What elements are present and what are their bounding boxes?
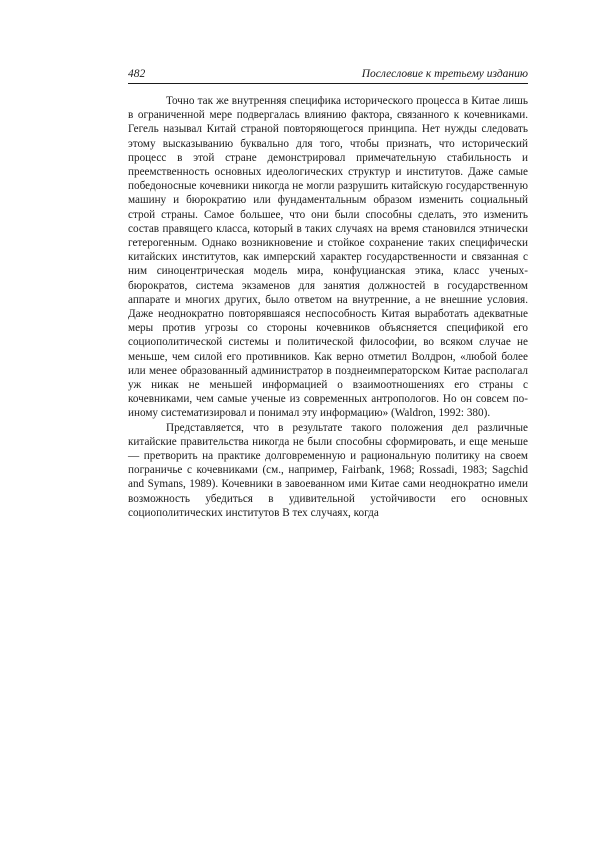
running-header	[128, 68, 528, 84]
running-title: Послесловие к третьему изданию	[361, 68, 528, 80]
page-number: 482	[128, 68, 146, 80]
book-page	[128, 68, 528, 520]
paragraph: Представляется, что в результате такого положения дел различные китайские правительства никогда не были способны сформировать, и еще меньше — претворить на практике долговременную и рациональную политику на своем пограничье с кочевниками (см., например, Fairbank, 1968; Rossadi, 1983; Sagchid and Symans, 1989). Кочевники в завоеванном ими Китае сами неоднократно имели возможность убедиться в удивительной устойчивости его основных социополитических институтов В тех случаях, когда	[128, 421, 528, 519]
body-text	[128, 94, 528, 520]
paragraph: Точно так же внутренняя специфика исторического процесса в Китае лишь в ограниченной мере подвергалась влиянию фактора, связанного к кочевниками. Гегель называл Китай страной повторяющегося принципа. Нет нужды следовать этому высказыванию буквально для того, чтобы признать, что исторический процесс в этой стране демонстрировал примечательную стабильность и преемственность основных идеологических структур и институтов. Даже самые победоносные кочевники никогда не могли разрушить китайскую государственную машину и бюрократию или фундаментальным образом изменить социальный строй страны. Самое большее, что они были способны сделать, это изменить состав правящего класса, который в таких случаях на время становился этнически гетерогенным. Однако возникновение и стойкое сохранение таких специфически китайских институтов, как имперский характер государственности и связанная с ним синоцентрическая модель мира, конфуцианская этика, класс ученых-бюрократов, система экзаменов для занятия должностей в государственном аппарате и многих других, было ответом на внутренние, а не внешние условия. Даже неоднократно повторявшаяся неспособность Китая выработать адекватные меры против угрозы со стороны кочевников объясняется спецификой его социополитической системы и политической философии, во всяком случае не меньше, чем силой его противников. Как верно отметил Волдрон, «любой более или менее образованный администратор в позднеимператорском Китае располагал уж никак не меньшей информацией о взаимоотношениях его страны с кочевниками, чем самые ученые из современных антропологов. Но он совсем по-иному систематизировал и понимал эту информацию» (Waldron, 1992: 380).	[128, 95, 528, 420]
